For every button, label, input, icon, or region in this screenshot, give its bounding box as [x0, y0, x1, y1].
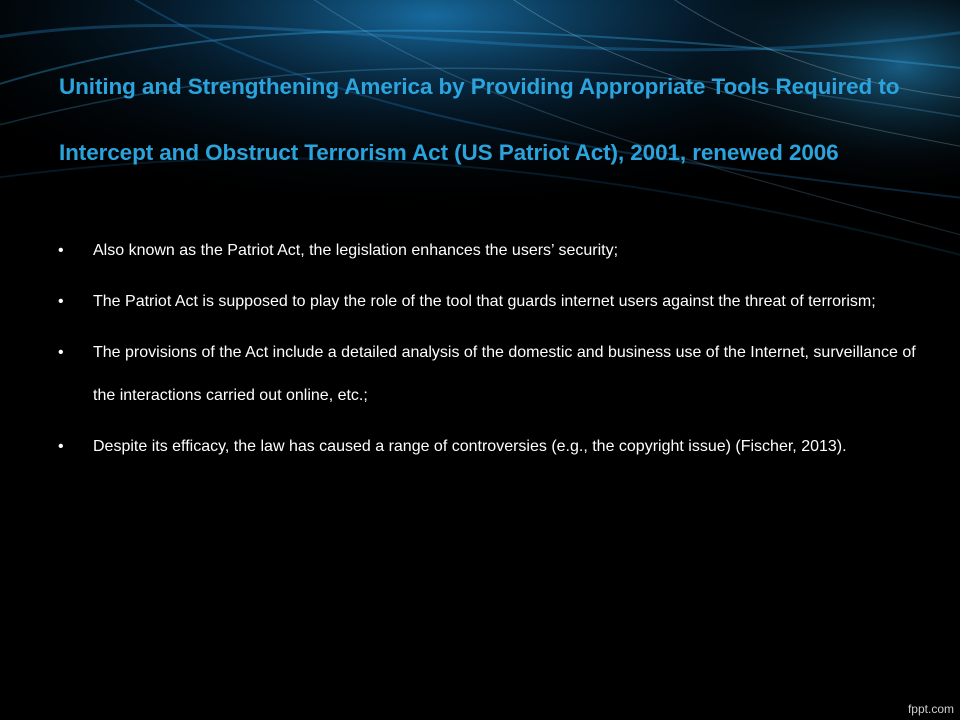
bullet-dot-icon: • [58, 293, 64, 310]
bullet-text: The Patriot Act is supposed to play the role of the tool that guards internet users against the threat of terrorism; [93, 293, 876, 310]
watermark: fppt.com [907, 702, 954, 716]
bullet-text: Despite its efficacy, the law has caused a range of controversies (e.g., the copyright issue) (Fischer, 2013). [93, 438, 847, 455]
bullet-text: The provisions of the Act include a detailed analysis of the domestic and business use of the Internet, surveillance of the interactions carried out online, etc.; [93, 344, 916, 404]
bullet-text: Also known as the Patriot Act, the legislation enhances the users’ security; [93, 242, 619, 259]
bullet-dot-icon: • [58, 242, 64, 259]
bullet-item [58, 331, 918, 417]
slide-title: Uniting and Strengthening America by Providing Appropriate Tools Required to Intercept and Obstruct Terrorism Act (US Patriot Act), 2001, renewed 2006 [59, 74, 900, 165]
bullet-dot-icon: • [58, 344, 64, 361]
bullet-item [58, 229, 918, 272]
bullet-item [58, 425, 918, 468]
bullet-list [58, 229, 918, 476]
bullet-dot-icon: • [58, 438, 64, 455]
bullet-item [58, 280, 918, 323]
